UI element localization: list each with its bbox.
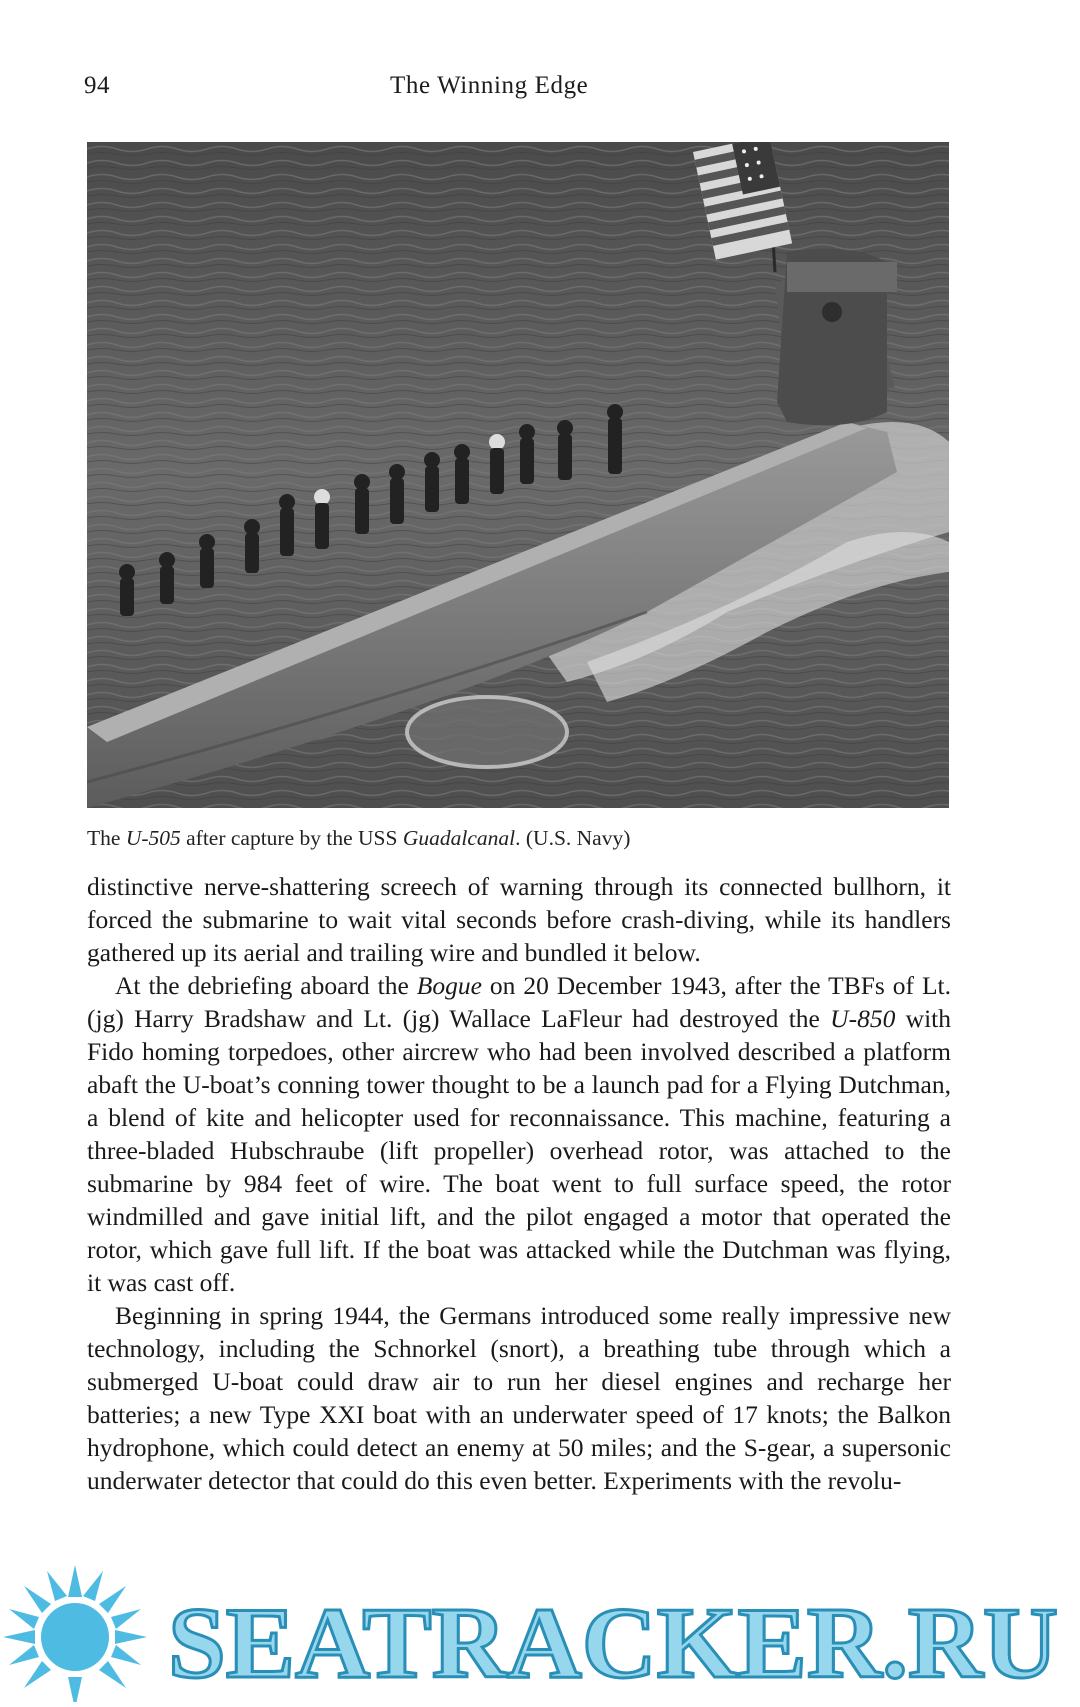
caption-prefix: The <box>87 826 126 850</box>
caption-ship: Guadalcanal <box>402 826 516 850</box>
caption-vessel: U-505 <box>125 826 181 850</box>
figure-caption <box>87 826 967 851</box>
u505-photograph <box>87 142 949 808</box>
p2-part-a: At the debriefing aboard the <box>115 971 417 1000</box>
watermark <box>0 1545 1080 1702</box>
p2-part-c: with Fido homing torpedoes, other aircrew who had been involved described a platform abaft the U-boat’s conning tower thought to be a launch pad for a Flying Dutchman, a blend of kite and helicopter used for reconnaissance. This machine, featuring a three-bladed Hubschraube (lift propeller) overhead rotor, was attached to the submarine by 984 feet of wire. The boat went to full surface speed, the rotor windmilled and gave initial lift, and the pilot engaged a motor that operated the rotor, which gave full lift. If the boat was attacked while the Dutchman was flying, it was cast off. <box>87 1004 951 1297</box>
caption-middle: after capture by the USS <box>180 826 403 850</box>
body-text <box>87 870 951 1497</box>
watermark-text: SEATRACKER.RU <box>168 1587 1058 1700</box>
page-header <box>0 72 1080 112</box>
page-number: 94 <box>84 72 110 99</box>
paragraph-3: Beginning in spring 1944, the Germans introduced some really impressive new technology, including the Schnorkel (snort), a breathing tube through which a submerged U-boat could draw air to run her diesel engines and recharge her batteries; a new Type XXI boat with an underwater speed of 17 knots; the Balkon hydrophone, which could detect an enemy at 50 miles; and the S-gear, a supersonic underwater detector that could do this even better. Experiments with the revolu- <box>87 1301 951 1495</box>
running-title: The Winning Edge <box>390 72 589 99</box>
p2-ship: Bogue <box>416 971 482 1000</box>
caption-suffix: . (U.S. Navy) <box>515 826 631 850</box>
p2-uboat: U-850 <box>830 1004 896 1033</box>
paragraph-2 <box>87 969 951 1299</box>
sun-logo-icon <box>3 1565 147 1702</box>
paragraph-1: distinctive nerve-shattering screech of warning through its connected bullhorn, it forced the submarine to wait vital seconds before crash-diving, while its handlers gathered up its aerial and trailing wire and bundled it below. <box>87 872 951 967</box>
p2-part-b: on 20 December 1943, after the TBFs of Lt. (jg) Harry Bradshaw and Lt. (jg) Wallace LaFleur had destroyed the <box>87 971 951 1033</box>
